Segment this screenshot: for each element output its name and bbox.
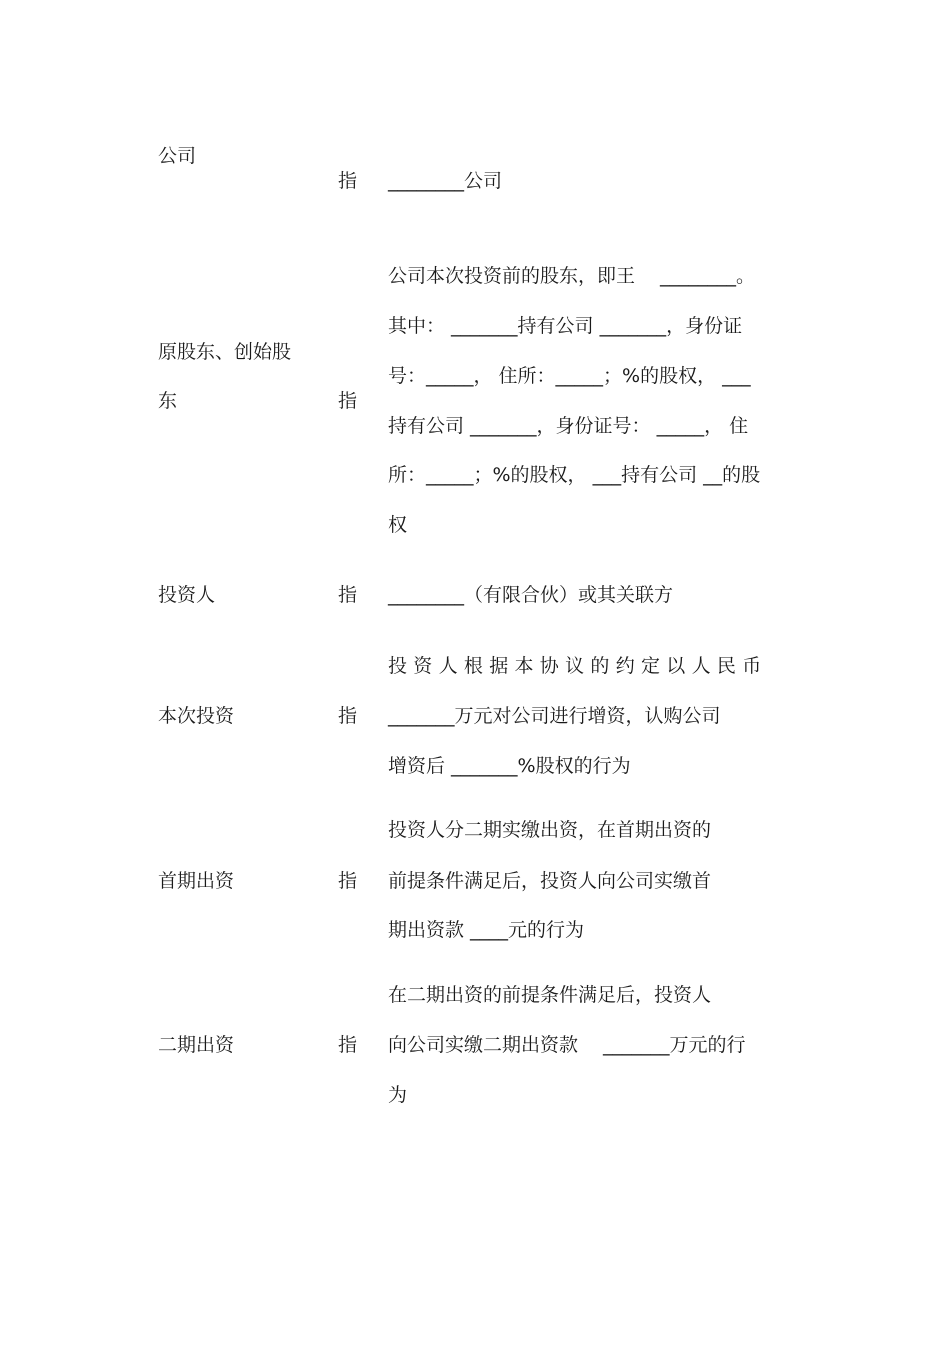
definition-line: 号：_____， 住所：_____；%的股权， ___ (388, 365, 751, 387)
definition-line: 投资人分二期实缴出资，在首期出资的 (388, 819, 712, 841)
connector-zhi: 指 (338, 390, 358, 412)
definition-line: 其中： _______持有公司 _______，身份证 (388, 315, 743, 337)
connector-zhi: 指 (338, 584, 358, 606)
term-company: 公司 (158, 145, 197, 167)
connector-zhi: 指 (338, 870, 358, 892)
definition-line: 向公司实缴二期出资款 _______万元的行 (388, 1034, 746, 1056)
definition-line: _______万元对公司进行增资，认购公司 (388, 705, 721, 727)
term-first-contribution: 首期出资 (158, 870, 235, 892)
definition-line: ________（有限合伙）或其关联方 (388, 584, 674, 606)
connector-zhi: 指 (338, 1034, 358, 1056)
definition-line: 权 (388, 514, 408, 536)
definition-line: 期出资款 ____元的行为 (388, 919, 585, 941)
term-investor: 投资人 (158, 584, 216, 606)
definition-line: 在二期出资的前提条件满足后，投资人 (388, 984, 712, 1006)
term-original-shareholder: 原股东、创始股 (158, 341, 292, 363)
definition-line: ________公司 (388, 170, 503, 192)
definition-line: 公司本次投资前的股东，即王 ________。 (388, 265, 756, 287)
term-this-investment: 本次投资 (158, 705, 235, 727)
definition-line: 为 (388, 1084, 408, 1106)
definition-line: 投资人根据本协议的约定以人民币 (388, 655, 768, 677)
definition-line: 持有公司 _______，身份证号： _____， 住 (388, 415, 749, 437)
definition-line: 所：_____；%的股权， ___持有公司 __的股 (388, 464, 761, 486)
term-original-shareholder-cont: 东 (158, 390, 178, 412)
definition-line: 前提条件满足后，投资人向公司实缴首 (388, 870, 712, 892)
definition-line: 增资后 _______%股权的行为 (388, 755, 631, 777)
connector-zhi: 指 (338, 705, 358, 727)
connector-zhi: 指 (338, 170, 358, 192)
term-second-contribution: 二期出资 (158, 1034, 235, 1056)
